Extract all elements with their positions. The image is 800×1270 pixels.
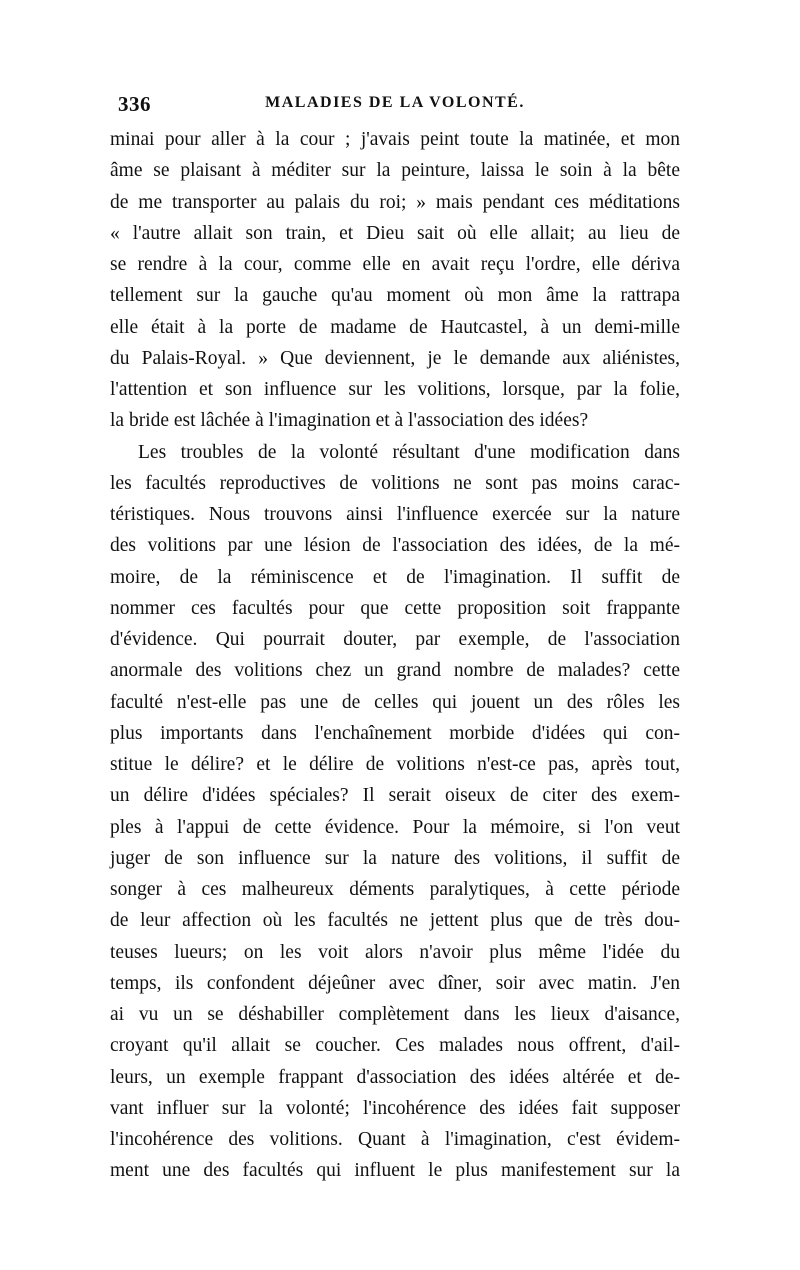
text-line: tellement sur la gauche qu'au moment où mon âme la rattrapa bbox=[110, 285, 680, 307]
body-text bbox=[110, 124, 680, 1187]
text-line: stitue le délire? et le délire de volitions n'est-ce pas, après tout, bbox=[110, 754, 680, 775]
text-line: juger de son influence sur la nature des volitions, il suffit de bbox=[110, 847, 680, 869]
text-line: teuses lueurs; on les voit alors n'avoir plus même l'idée du bbox=[110, 941, 680, 963]
paragraph-2 bbox=[110, 437, 680, 1187]
book-page bbox=[110, 92, 680, 1187]
running-head bbox=[110, 92, 680, 124]
text-line: ment une des facultés qui influent le plus manifestement sur la bbox=[110, 1160, 680, 1182]
text-line: ai vu un se déshabiller complètement dans les lieux d'aisance, bbox=[110, 1004, 680, 1025]
text-line: âme se plaisant à méditer sur la peinture, laissa le soin à la bête bbox=[110, 160, 680, 182]
text-line: d'évidence. Qui pourrait douter, par exemple, de l'association bbox=[110, 629, 680, 650]
text-line: plus importants dans l'enchaînement morbide d'idées qui con- bbox=[110, 722, 680, 744]
text-line: les facultés reproductives de volitions ne sont pas moins carac- bbox=[110, 472, 680, 494]
text-line: songer à ces malheureux déments paralytiques, à cette période bbox=[110, 879, 680, 900]
text-line: se rendre à la cour, comme elle en avait reçu l'ordre, elle dériva bbox=[110, 254, 680, 275]
text-line: moire, de la réminiscence et de l'imagination. Il suffit de bbox=[110, 566, 680, 588]
page-number: 336 bbox=[118, 92, 151, 116]
text-line: leurs, un exemple frappant d'association des idées altérée et de- bbox=[110, 1066, 680, 1088]
text-line: croyant qu'il allait se coucher. Ces malades nous offrent, d'ail- bbox=[110, 1035, 680, 1057]
text-line: des volitions par une lésion de l'association des idées, de la mé- bbox=[110, 535, 680, 557]
text-line: un délire d'idées spéciales? Il serait oiseux de citer des exem- bbox=[110, 785, 680, 807]
text-line: de leur affection où les facultés ne jettent plus que de très dou- bbox=[110, 910, 680, 932]
running-head-title: MALADIES DE LA VOLONTÉ. bbox=[265, 94, 525, 111]
text-line: temps, ils confondent déjeûner avec dîner, soir avec matin. J'en bbox=[110, 972, 680, 994]
text-line: l'attention et son influence sur les volitions, lorsque, par la folie, bbox=[110, 379, 680, 400]
text-line: elle était à la porte de madame de Hautcastel, à un demi-mille bbox=[110, 316, 680, 338]
text-line: minai pour aller à la cour ; j'avais peint toute la matinée, et mon bbox=[110, 129, 680, 150]
text-line: la bride est lâchée à l'imagination et à l'association des idées? bbox=[110, 410, 589, 432]
text-line: Les troubles de la volonté résultant d'une modification dans bbox=[138, 441, 680, 463]
text-line: du Palais-Royal. » Que deviennent, je le demande aux aliénistes, bbox=[110, 347, 680, 369]
text-line: l'incohérence des volitions. Quant à l'imagination, c'est évidem- bbox=[110, 1129, 680, 1150]
text-line: nommer ces facultés pour que cette proposition soit frappante bbox=[110, 597, 680, 619]
text-line: de me transporter au palais du roi; » mais pendant ces méditations bbox=[110, 191, 680, 213]
text-line: anormale des volitions chez un grand nombre de malades? cette bbox=[110, 660, 680, 682]
text-line: faculté n'est-elle pas une de celles qui jouent un des rôles les bbox=[110, 691, 680, 713]
text-line: téristiques. Nous trouvons ainsi l'influence exercée sur la nature bbox=[110, 504, 680, 525]
text-line: « l'autre allait son train, et Dieu sait où elle allait; au lieu de bbox=[110, 222, 680, 244]
paragraph-1 bbox=[110, 124, 680, 437]
text-line: vant influer sur la volonté; l'incohérence des idées fait supposer bbox=[110, 1097, 680, 1119]
text-line: ples à l'appui de cette évidence. Pour la mémoire, si l'on veut bbox=[110, 816, 680, 838]
